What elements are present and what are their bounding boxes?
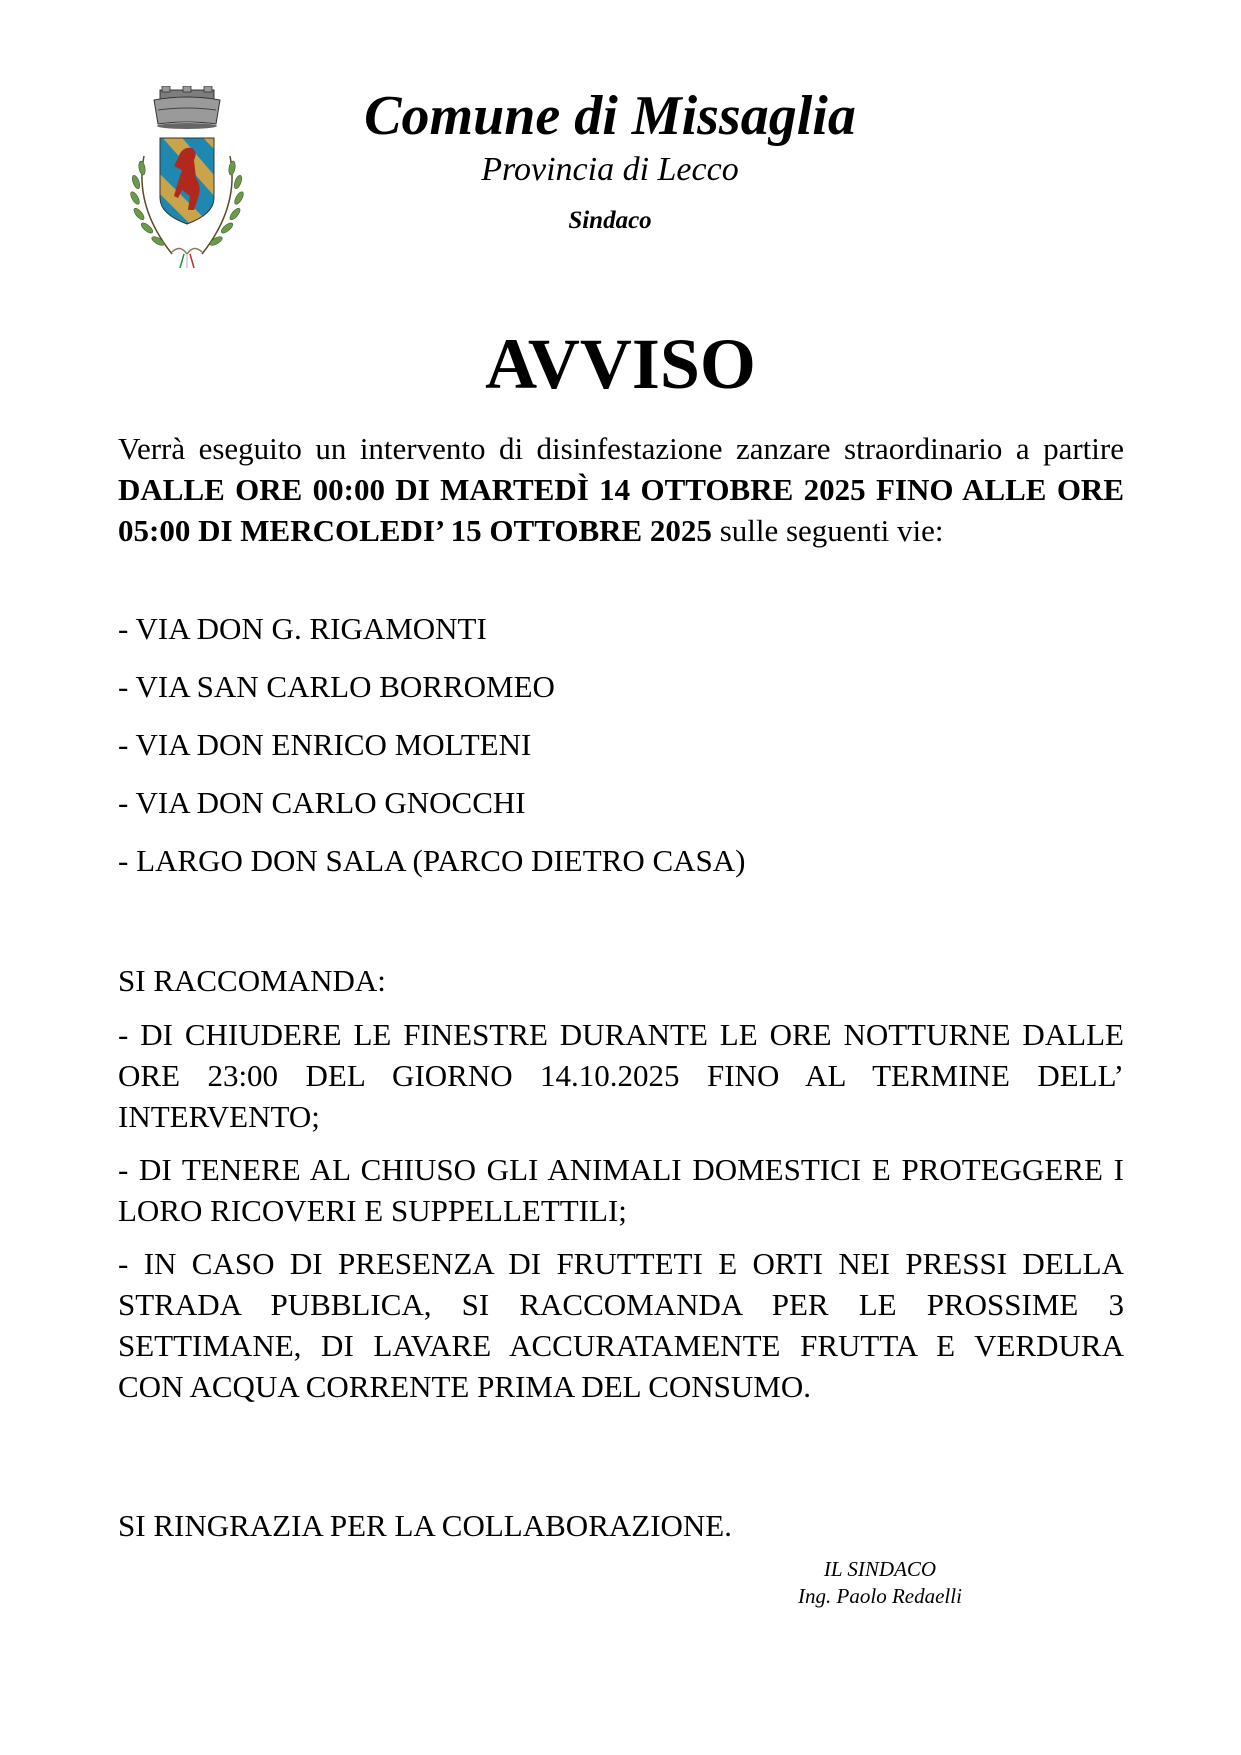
recommendation-list [118, 1014, 1124, 1419]
street-list [118, 608, 1124, 898]
coat-of-arms-icon [122, 86, 252, 268]
province-subtitle: Provincia di Lecco [481, 151, 739, 188]
recommendation-item: - IN CASO DI PRESENZA DI FRUTTETI E ORTI NEI PRESSI DELLA STRADA PUBBLICA, SI RACCOMANDA PER LE PROSSIME 3 SETTIMANE, DI LAVARE ACCURATAMENTE FRUTTA E VERDURA CON ACQUA CORRENTE PRIMA DEL CONSUMO. [118, 1246, 1124, 1404]
recommend-heading: SI RACCOMANDA: [118, 963, 386, 998]
signature-role: IL SINDACO [823, 1557, 937, 1581]
municipality-title: Comune di Missaglia [364, 85, 856, 147]
shield-icon [152, 126, 232, 236]
intro-text-start: Verrà eseguito un intervento di disinfestazione zanzare straordinario a partire [118, 431, 1124, 466]
street-item: - LARGO DON SALA (PARCO DIETRO CASA) [118, 843, 746, 878]
street-item: - VIA DON G. RIGAMONTI [118, 611, 487, 646]
intro-dates: DALLE ORE 00:00 DI MARTEDÌ 14 OTTOBRE 2025 FINO ALLE ORE 05:00 DI MERCOLEDI’ 15 OTTOBRE 2025 [118, 472, 1124, 548]
intro-paragraph [118, 428, 1124, 551]
street-item: - VIA SAN CARLO BORROMEO [118, 669, 555, 704]
ribbon-icon [172, 248, 202, 268]
street-item: - VIA DON CARLO GNOCCHI [118, 785, 526, 820]
thanks-line: SI RINGRAZIA PER LA COLLABORAZIONE. [118, 1508, 732, 1543]
signature-name: Ing. Paolo Redaelli [798, 1584, 962, 1608]
crown-icon [154, 86, 220, 129]
notice-title: AVVISO [485, 324, 756, 404]
intro-text-end: sulle seguenti vie: [711, 513, 944, 548]
office-label: Sindaco [568, 207, 652, 234]
recommendation-item: - DI CHIUDERE LE FINESTRE DURANTE LE ORE NOTTURNE DALLE ORE 23:00 DEL GIORNO 14.10.2025 FINO AL TERMINE DELL’ INTERVENTO; [118, 1017, 1124, 1134]
street-item: - VIA DON ENRICO MOLTENI [118, 727, 532, 762]
signature-block [760, 1556, 1000, 1610]
recommendation-item: - DI TENERE AL CHIUSO GLI ANIMALI DOMESTICI E PROTEGGERE I LORO RICOVERI E SUPPELLETTILI; [118, 1152, 1124, 1228]
